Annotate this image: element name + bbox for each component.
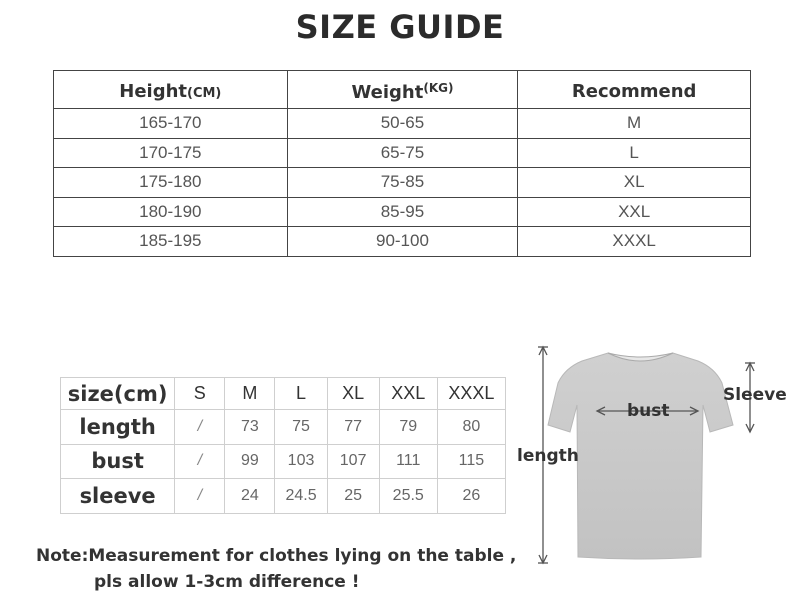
height-weight-table <box>53 70 751 257</box>
weight-cell: 75-85 <box>287 168 518 198</box>
size-cell: XXXL <box>518 227 751 257</box>
table-row <box>54 227 751 257</box>
value-cell: / <box>175 410 225 445</box>
row-label: sleeve <box>61 479 175 514</box>
length-label: length <box>517 446 579 466</box>
note-line-1: Note:Measurement for clothes lying on the table , <box>36 546 517 566</box>
weight-cell: 85-95 <box>287 197 518 227</box>
height-cell: 175-180 <box>54 168 288 198</box>
value-cell: 115 <box>437 444 505 479</box>
height-cell: 170-175 <box>54 138 288 168</box>
header-weight: Weight$^{(KG)}$ <box>287 71 518 109</box>
height-cell: 165-170 <box>54 109 288 139</box>
measurement-header-row <box>61 378 506 410</box>
table-header-row <box>54 71 751 109</box>
bust-label: bust <box>627 401 670 421</box>
value-cell: 77 <box>327 410 379 445</box>
value-cell: 26 <box>437 479 505 514</box>
value-cell: 80 <box>437 410 505 445</box>
size-cell: XXL <box>518 197 751 227</box>
value-cell: 79 <box>379 410 437 445</box>
measurement-row-sleeve <box>61 479 506 514</box>
table-row <box>54 109 751 139</box>
weight-cell: 90-100 <box>287 227 518 257</box>
value-cell: / <box>175 444 225 479</box>
table-row <box>54 197 751 227</box>
measurement-row-length <box>61 410 506 445</box>
size-cell: M <box>518 109 751 139</box>
value-cell: 25.5 <box>379 479 437 514</box>
value-cell: 103 <box>275 444 327 479</box>
value-cell: 73 <box>225 410 275 445</box>
weight-cell: 50-65 <box>287 109 518 139</box>
measurement-note <box>36 543 516 595</box>
row-label: bust <box>61 444 175 479</box>
value-cell: 107 <box>327 444 379 479</box>
size-cm-label: size(cm) <box>61 378 175 410</box>
size-header-xl: XL <box>327 378 379 410</box>
size-header-l: L <box>275 378 327 410</box>
note-line-2: pls allow 1-3cm difference ! <box>94 572 360 592</box>
size-header-xxxl: XXXL <box>437 378 505 410</box>
value-cell: 25 <box>327 479 379 514</box>
height-cell: 185-195 <box>54 227 288 257</box>
value-cell: 111 <box>379 444 437 479</box>
row-label: length <box>61 410 175 445</box>
value-cell: 75 <box>275 410 327 445</box>
size-cell: L <box>518 138 751 168</box>
value-cell: 24.5 <box>275 479 327 514</box>
header-height: Height(CM) <box>54 71 288 109</box>
measurement-table <box>60 377 506 514</box>
value-cell: 24 <box>225 479 275 514</box>
value-cell: 99 <box>225 444 275 479</box>
size-header-s: S <box>175 378 225 410</box>
header-recommend: Recommend <box>518 71 751 109</box>
tshirt-diagram <box>510 335 800 570</box>
measurement-row-bust <box>61 444 506 479</box>
page-title: SIZE GUIDE <box>295 8 505 46</box>
sleeve-label: Sleeve <box>723 385 787 405</box>
table-row <box>54 168 751 198</box>
weight-cell: 65-75 <box>287 138 518 168</box>
table-row <box>54 138 751 168</box>
size-cell: XL <box>518 168 751 198</box>
value-cell: / <box>175 479 225 514</box>
size-header-xxl: XXL <box>379 378 437 410</box>
height-cell: 180-190 <box>54 197 288 227</box>
size-header-m: M <box>225 378 275 410</box>
